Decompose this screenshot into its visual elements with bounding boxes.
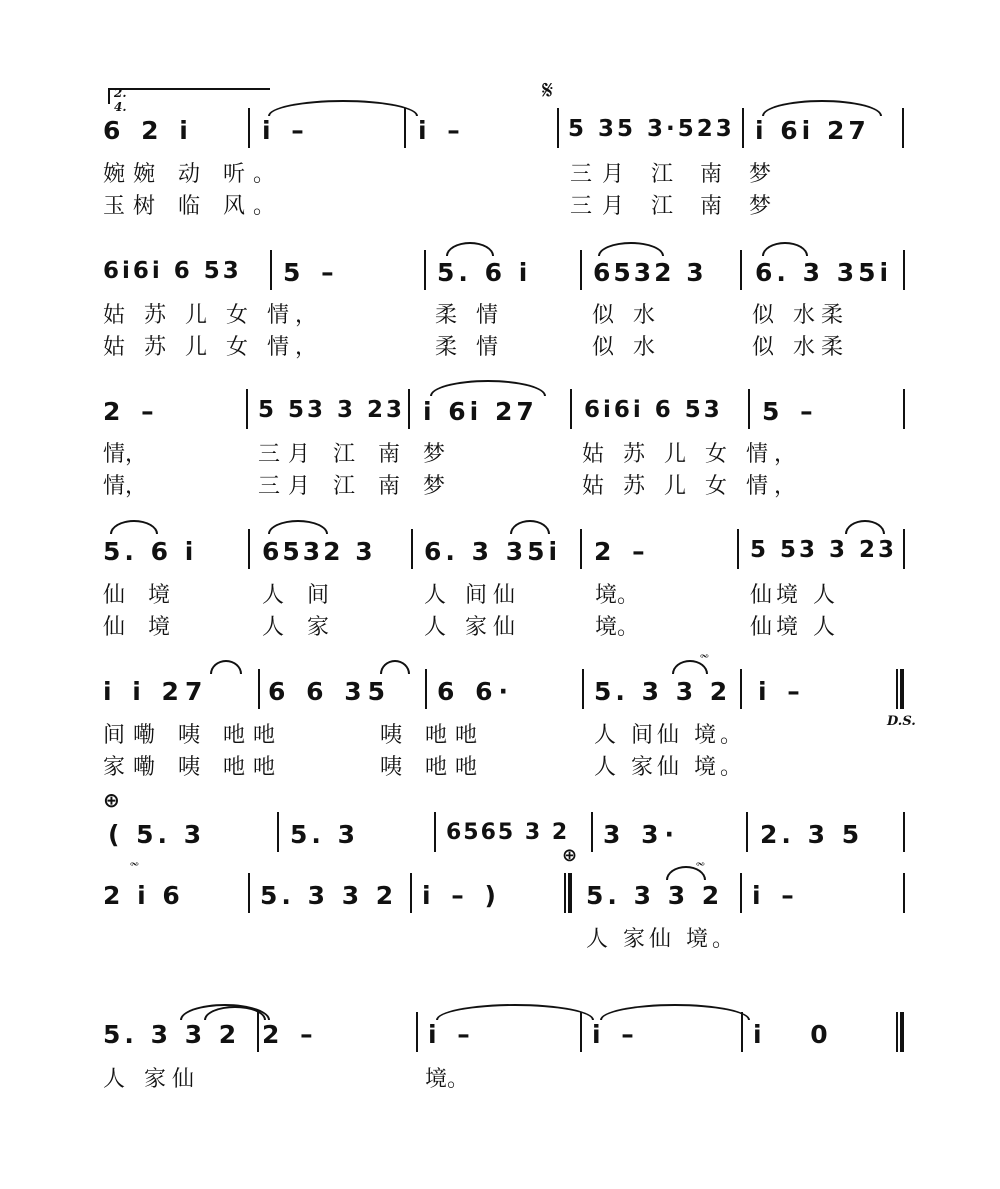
measure-note: 6 6 35 xyxy=(268,677,391,706)
tie xyxy=(430,380,546,396)
measure-note: 5 53 3 23 xyxy=(258,397,406,423)
lyric-verse-2: 家嘞 咦 吔吔 xyxy=(103,755,283,780)
lyric-verse-1: 境。 xyxy=(425,1067,470,1092)
measure-note: 6 6· xyxy=(437,677,514,706)
lyric-verse-1: 仙 境 xyxy=(103,583,178,608)
lyric-verse-1: 人 间仙 境。 xyxy=(594,723,746,748)
bar-line xyxy=(903,250,905,290)
bar-line xyxy=(570,389,572,429)
lyric-verse-1: 三月 江 南 梦 xyxy=(258,442,453,467)
bar-line xyxy=(410,873,412,913)
segno-icon: 𝄋 xyxy=(542,76,554,106)
measure-note: 6532 3 xyxy=(593,258,707,287)
lyric-verse-2: 人 家仙 境。 xyxy=(594,755,746,780)
lyric-verse-1: 似 水 xyxy=(592,303,661,328)
measure-note: 6 2 i xyxy=(103,116,194,145)
lyric-verse-2: 似 水 xyxy=(592,335,661,360)
measure-note: 6. 3 35i xyxy=(424,537,562,566)
tie xyxy=(380,660,410,674)
mordent-icon: 𝆗 xyxy=(696,852,705,871)
bar-line xyxy=(580,529,582,569)
tie xyxy=(600,1004,750,1020)
bar-line xyxy=(746,812,748,852)
bar-line xyxy=(580,1012,582,1052)
lyric-verse-1: 柔 情 xyxy=(435,303,504,328)
measure-note: 2. 3 5 xyxy=(760,820,864,849)
measure-note: 5. 3 3 2 xyxy=(103,1020,241,1049)
measure-note: 5. 6 i xyxy=(437,258,532,287)
lyric-verse-1: 人 家仙 xyxy=(103,1067,200,1092)
measure-note: 5. 6 i xyxy=(103,537,198,566)
repeat-end-bar xyxy=(564,873,572,913)
bar-line xyxy=(248,873,250,913)
measure-note: i – xyxy=(592,1020,640,1049)
bar-line xyxy=(248,529,250,569)
bar-line xyxy=(557,108,559,148)
lyric-verse-2: 似 水柔 xyxy=(752,335,849,360)
lyric-verse-2: 人 家仙 xyxy=(424,615,521,640)
measure-note: i 6i 27 xyxy=(423,397,538,426)
measure-note: 2 i 6 xyxy=(103,881,184,910)
bar-line xyxy=(903,529,905,569)
measure-note: 6i6i 6 53 xyxy=(584,397,723,423)
lyric-verse-2: 情， xyxy=(103,474,148,499)
measure-note: 5 – xyxy=(762,397,819,426)
measure-note: 2 – xyxy=(262,1020,319,1049)
tie xyxy=(436,1004,594,1020)
lyric-verse-1: 间嘞 咦 吔吔 xyxy=(103,723,283,748)
volta-label: 2. 4. xyxy=(114,86,127,114)
tie xyxy=(268,520,328,534)
bar-line xyxy=(903,812,905,852)
bar-line xyxy=(248,108,250,148)
measure-note: 5. 3 3 2 xyxy=(586,881,724,910)
lyric-verse-1: 似 水柔 xyxy=(752,303,849,328)
bar-line xyxy=(434,812,436,852)
measure-note: 5 35 3·523 xyxy=(568,116,735,142)
tie xyxy=(210,660,242,674)
coda-icon: ⊕ xyxy=(103,788,120,812)
measure-note: i – xyxy=(418,116,466,145)
measure-note: i – xyxy=(262,116,310,145)
bar-line xyxy=(902,108,904,148)
bar-line xyxy=(591,812,593,852)
lyric-verse-2: 境。 xyxy=(595,615,640,640)
measure-note: i 6i 27 xyxy=(755,116,870,145)
measure-note: i – xyxy=(428,1020,476,1049)
lyric-verse-1: 姑 苏 儿 女 情， xyxy=(582,442,802,467)
lyric-verse-1: 人 家仙 境。 xyxy=(586,927,738,952)
lyric-verse-2: 人 家 xyxy=(262,615,337,640)
bar-line xyxy=(246,389,248,429)
bar-line xyxy=(411,529,413,569)
tie xyxy=(845,520,885,534)
bar-line xyxy=(740,250,742,290)
lyric-verse-2: 柔 情 xyxy=(435,335,504,360)
mordent-icon: 𝆗 xyxy=(700,644,709,663)
measure-note: 5 53 3 23 xyxy=(750,537,898,563)
measure-note: 5. 3 xyxy=(290,820,359,849)
lyric-verse-2: 三月 江 南 梦 xyxy=(258,474,453,499)
tie xyxy=(762,100,882,116)
bar-line xyxy=(580,250,582,290)
bar-line xyxy=(740,669,742,709)
measure-note: 6532 3 xyxy=(262,537,376,566)
lyric-verse-1: 三月 江 南 梦 xyxy=(570,162,781,187)
dal-segno-mark: D.S. xyxy=(887,714,916,729)
bar-line xyxy=(257,1012,259,1052)
final-double-bar xyxy=(896,1012,904,1052)
measure-note: ( 5. 3 xyxy=(108,820,206,849)
lyric-verse-2: 仙 境 xyxy=(103,615,178,640)
tie xyxy=(446,242,494,256)
measure-note: 6565 3 2 xyxy=(446,820,570,845)
bar-line xyxy=(742,108,744,148)
lyric-verse-1: 婉婉 动 听。 xyxy=(103,162,283,187)
measure-note: 5. 3 3 2 xyxy=(594,677,732,706)
lyric-verse-1: 人 间 xyxy=(262,583,337,608)
lyric-verse-1: 咦 吔吔 xyxy=(380,723,485,748)
bar-line xyxy=(408,389,410,429)
measure-note: 6i6i 6 53 xyxy=(103,258,242,284)
measure-note: 6. 3 35i xyxy=(755,258,893,287)
bar-line xyxy=(424,250,426,290)
measure-note: i – xyxy=(752,881,800,910)
lyric-verse-1: 姑 苏 儿 女 情， xyxy=(103,303,323,328)
bar-line xyxy=(740,873,742,913)
measure-note: 2 – xyxy=(103,397,160,426)
bar-line xyxy=(748,389,750,429)
bar-line xyxy=(903,873,905,913)
bar-line xyxy=(416,1012,418,1052)
measure-note: i – ) xyxy=(422,881,502,910)
lyric-verse-2: 咦 吔吔 xyxy=(380,755,485,780)
lyric-verse-1: 情， xyxy=(103,442,148,467)
measure-note: i 0 xyxy=(753,1020,848,1049)
mordent-icon: 𝆗 xyxy=(130,852,139,871)
measure-note: 5 – xyxy=(283,258,340,287)
lyric-verse-2: 仙境 人 xyxy=(750,615,839,640)
bar-line xyxy=(258,669,260,709)
tie xyxy=(598,242,664,256)
bar-line xyxy=(425,669,427,709)
lyric-verse-2: 三月 江 南 梦 xyxy=(570,194,781,219)
double-bar-line xyxy=(896,669,904,709)
bar-line xyxy=(903,389,905,429)
measure-note: i – xyxy=(758,677,806,706)
bar-line xyxy=(741,1012,743,1052)
tie xyxy=(762,242,808,256)
lyric-verse-2: 姑 苏 儿 女 情， xyxy=(103,335,323,360)
bar-line xyxy=(277,812,279,852)
tie xyxy=(510,520,550,534)
bar-line xyxy=(582,669,584,709)
lyric-verse-2: 姑 苏 儿 女 情， xyxy=(582,474,802,499)
measure-note: i i 27 xyxy=(103,677,209,706)
measure-note: 5. 3 3 2 xyxy=(260,881,398,910)
bar-line xyxy=(737,529,739,569)
tie xyxy=(268,100,418,116)
measure-note: 2 – xyxy=(594,537,651,566)
coda-icon: ⊕ xyxy=(562,845,578,866)
lyric-verse-2: 玉树 临 风。 xyxy=(103,194,283,219)
tie xyxy=(110,520,158,534)
lyric-verse-1: 仙境 人 xyxy=(750,583,839,608)
measure-note: 3 3· xyxy=(603,820,680,849)
lyric-verse-1: 境。 xyxy=(595,583,640,608)
bar-line xyxy=(270,250,272,290)
lyric-verse-1: 人 间仙 xyxy=(424,583,521,608)
